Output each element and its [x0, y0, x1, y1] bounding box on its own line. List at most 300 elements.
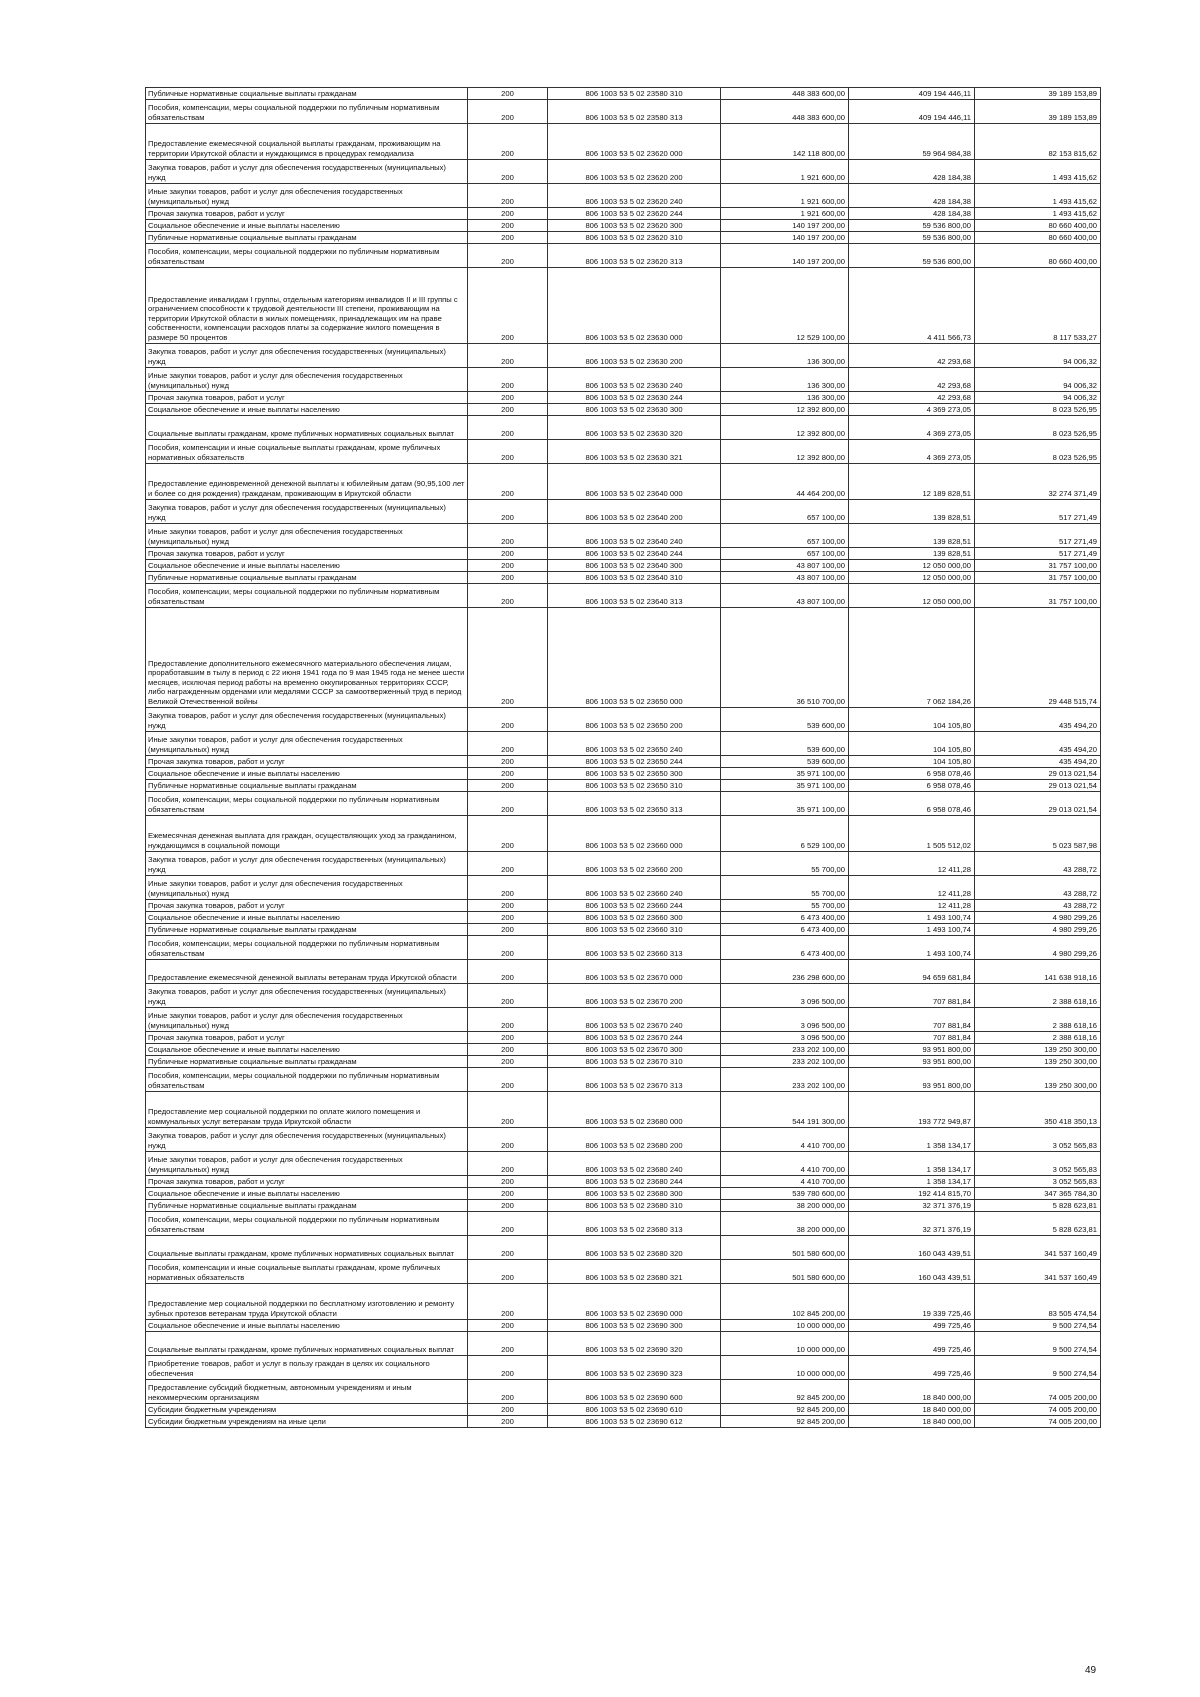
cell-budget-code: 806 1003 53 5 02 23680 313: [548, 1212, 721, 1236]
table-row: [146, 984, 1101, 1008]
cell-unexecuted: 139 250 300,00: [975, 1044, 1101, 1056]
table-row: [146, 560, 1101, 572]
table-row: [146, 816, 1101, 852]
cell-executed: 499 725,46: [849, 1356, 975, 1380]
table-row: [146, 1200, 1101, 1212]
table-row: [146, 1056, 1101, 1068]
cell-executed: 6 958 078,46: [849, 780, 975, 792]
cell-unexecuted: 435 494,20: [975, 708, 1101, 732]
cell-approved: 3 096 500,00: [721, 1032, 849, 1044]
cell-budget-code: 806 1003 53 5 02 23660 200: [548, 852, 721, 876]
cell-approved: 501 580 600,00: [721, 1236, 849, 1260]
cell-line-code: 200: [468, 344, 548, 368]
cell-budget-code: 806 1003 53 5 02 23630 240: [548, 368, 721, 392]
cell-approved: 1 921 600,00: [721, 208, 849, 220]
cell-approved: 6 473 400,00: [721, 912, 849, 924]
cell-name: Социальное обеспечение и иные выплаты населению: [146, 1320, 468, 1332]
table-row: [146, 440, 1101, 464]
cell-approved: 35 971 100,00: [721, 768, 849, 780]
cell-approved: 6 529 100,00: [721, 816, 849, 852]
cell-budget-code: 806 1003 53 5 02 23640 240: [548, 524, 721, 548]
cell-line-code: 200: [468, 732, 548, 756]
table-row: [146, 1284, 1101, 1320]
cell-budget-code: 806 1003 53 5 02 23690 000: [548, 1284, 721, 1320]
cell-executed: 499 725,46: [849, 1320, 975, 1332]
cell-executed: 59 964 984,38: [849, 124, 975, 160]
cell-unexecuted: 9 500 274,54: [975, 1356, 1101, 1380]
table-row: [146, 608, 1101, 708]
cell-line-code: 200: [468, 1092, 548, 1128]
cell-unexecuted: 5 828 623,81: [975, 1200, 1101, 1212]
cell-name: Предоставление инвалидам I группы, отдельным категориям инвалидов II и III группы с ограничением способности к трудовой деятельности III степени, проживающим на территории Иркутской области в жилых помещениях, принадлежащих им на праве собственности, компенсации расходов платы за содержание жилого помещения в размере 50 процентов: [146, 268, 468, 344]
cell-unexecuted: 31 757 100,00: [975, 584, 1101, 608]
cell-approved: 10 000 000,00: [721, 1320, 849, 1332]
cell-name: Публичные нормативные социальные выплаты гражданам: [146, 572, 468, 584]
cell-name: Пособия, компенсации, меры социальной поддержки по публичным нормативным обязательствам: [146, 792, 468, 816]
cell-unexecuted: 31 757 100,00: [975, 572, 1101, 584]
cell-approved: 44 464 200,00: [721, 464, 849, 500]
cell-name: Пособия, компенсации, меры социальной поддержки по публичным нормативным обязательствам: [146, 584, 468, 608]
cell-line-code: 200: [468, 1188, 548, 1200]
table-row: [146, 1332, 1101, 1356]
table-row: [146, 1380, 1101, 1404]
cell-executed: 94 659 681,84: [849, 960, 975, 984]
table-row: [146, 1320, 1101, 1332]
cell-line-code: 200: [468, 1212, 548, 1236]
cell-approved: 3 096 500,00: [721, 984, 849, 1008]
cell-unexecuted: 29 448 515,74: [975, 608, 1101, 708]
table-row: [146, 1260, 1101, 1284]
cell-approved: 12 392 800,00: [721, 416, 849, 440]
cell-name: Прочая закупка товаров, работ и услуг: [146, 548, 468, 560]
table-row: [146, 732, 1101, 756]
cell-approved: 4 410 700,00: [721, 1152, 849, 1176]
table-row: [146, 344, 1101, 368]
cell-budget-code: 806 1003 53 5 02 23680 000: [548, 1092, 721, 1128]
cell-executed: 12 050 000,00: [849, 572, 975, 584]
cell-line-code: 200: [468, 416, 548, 440]
cell-name: Прочая закупка товаров, работ и услуг: [146, 900, 468, 912]
table-row: [146, 912, 1101, 924]
cell-approved: 544 191 300,00: [721, 1092, 849, 1128]
cell-budget-code: 806 1003 53 5 02 23670 300: [548, 1044, 721, 1056]
cell-name: Предоставление ежемесячной денежной выплаты ветеранам труда Иркутской области: [146, 960, 468, 984]
cell-unexecuted: 94 006,32: [975, 344, 1101, 368]
cell-executed: 59 536 800,00: [849, 244, 975, 268]
cell-budget-code: 806 1003 53 5 02 23630 320: [548, 416, 721, 440]
cell-unexecuted: 74 005 200,00: [975, 1380, 1101, 1404]
cell-unexecuted: 82 153 815,62: [975, 124, 1101, 160]
cell-budget-code: 806 1003 53 5 02 23690 320: [548, 1332, 721, 1356]
cell-line-code: 200: [468, 1320, 548, 1332]
cell-unexecuted: 2 388 618,16: [975, 1032, 1101, 1044]
cell-approved: 4 410 700,00: [721, 1128, 849, 1152]
cell-budget-code: 806 1003 53 5 02 23630 321: [548, 440, 721, 464]
cell-name: Предоставление дополнительного ежемесячного материального обеспечения лицам, проработавшим в тылу в период с 22 июня 1941 года по 9 мая 1945 года не менее шести месяцев, исключая период работы на временно оккупированных территориях СССР, либо награжденным орденами или медалями СССР за самоотверженный труд в период Великой Отечественной войны: [146, 608, 468, 708]
cell-line-code: 200: [468, 244, 548, 268]
cell-executed: 4 369 273,05: [849, 416, 975, 440]
cell-name: Публичные нормативные социальные выплаты гражданам: [146, 780, 468, 792]
cell-line-code: 200: [468, 876, 548, 900]
cell-unexecuted: 8 023 526,95: [975, 404, 1101, 416]
cell-approved: 140 197 200,00: [721, 244, 849, 268]
cell-name: Закупка товаров, работ и услуг для обеспечения государственных (муниципальных) нужд: [146, 344, 468, 368]
cell-approved: 35 971 100,00: [721, 780, 849, 792]
table-row: [146, 1356, 1101, 1380]
cell-approved: 136 300,00: [721, 368, 849, 392]
cell-name: Социальные выплаты гражданам, кроме публичных нормативных социальных выплат: [146, 1236, 468, 1260]
cell-approved: 102 845 200,00: [721, 1284, 849, 1320]
cell-line-code: 200: [468, 900, 548, 912]
cell-name: Публичные нормативные социальные выплаты гражданам: [146, 1056, 468, 1068]
cell-approved: 539 600,00: [721, 756, 849, 768]
cell-approved: 35 971 100,00: [721, 792, 849, 816]
cell-budget-code: 806 1003 53 5 02 23640 310: [548, 572, 721, 584]
cell-line-code: 200: [468, 392, 548, 404]
cell-budget-code: 806 1003 53 5 02 23640 200: [548, 500, 721, 524]
cell-unexecuted: 435 494,20: [975, 756, 1101, 768]
cell-budget-code: 806 1003 53 5 02 23650 240: [548, 732, 721, 756]
cell-approved: 136 300,00: [721, 344, 849, 368]
cell-line-code: 200: [468, 1008, 548, 1032]
cell-budget-code: 806 1003 53 5 02 23640 300: [548, 560, 721, 572]
cell-name: Иные закупки товаров, работ и услуг для обеспечения государственных (муниципальных) нужд: [146, 524, 468, 548]
cell-unexecuted: 4 980 299,26: [975, 936, 1101, 960]
cell-budget-code: 806 1003 53 5 02 23650 300: [548, 768, 721, 780]
cell-executed: 428 184,38: [849, 160, 975, 184]
cell-name: Иные закупки товаров, работ и услуг для обеспечения государственных (муниципальных) нужд: [146, 184, 468, 208]
cell-unexecuted: 29 013 021,54: [975, 780, 1101, 792]
cell-name: Иные закупки товаров, работ и услуг для обеспечения государственных (муниципальных) нужд: [146, 876, 468, 900]
cell-name: Иные закупки товаров, работ и услуг для обеспечения государственных (муниципальных) нужд: [146, 368, 468, 392]
cell-executed: 93 951 800,00: [849, 1056, 975, 1068]
table-row: [146, 160, 1101, 184]
table-row: [146, 268, 1101, 344]
cell-approved: 539 600,00: [721, 732, 849, 756]
cell-budget-code: 806 1003 53 5 02 23660 240: [548, 876, 721, 900]
cell-executed: 1 358 134,17: [849, 1128, 975, 1152]
table-row: [146, 780, 1101, 792]
cell-approved: 12 392 800,00: [721, 404, 849, 416]
table-row: [146, 88, 1101, 100]
cell-executed: 104 105,80: [849, 708, 975, 732]
cell-line-code: 200: [468, 584, 548, 608]
cell-executed: 104 105,80: [849, 732, 975, 756]
cell-name: Пособия, компенсации, меры социальной поддержки по публичным нормативным обязательствам: [146, 100, 468, 124]
cell-line-code: 200: [468, 404, 548, 416]
cell-name: Приобретение товаров, работ и услуг в пользу граждан в целях их социального обеспечения: [146, 1356, 468, 1380]
table-row: [146, 1068, 1101, 1092]
cell-name: Предоставление ежемесячной социальной выплаты гражданам, проживающим на территории Иркутской области и нуждающимся в процедурах гемодиализа: [146, 124, 468, 160]
cell-approved: 55 700,00: [721, 852, 849, 876]
cell-line-code: 200: [468, 1236, 548, 1260]
cell-budget-code: 806 1003 53 5 02 23620 300: [548, 220, 721, 232]
cell-line-code: 200: [468, 1332, 548, 1356]
cell-executed: 1 358 134,17: [849, 1176, 975, 1188]
cell-executed: 6 958 078,46: [849, 792, 975, 816]
cell-approved: 233 202 100,00: [721, 1056, 849, 1068]
cell-executed: 19 339 725,46: [849, 1284, 975, 1320]
cell-executed: 707 881,84: [849, 1032, 975, 1044]
cell-approved: 539 600,00: [721, 708, 849, 732]
cell-executed: 193 772 949,87: [849, 1092, 975, 1128]
cell-budget-code: 806 1003 53 5 02 23660 244: [548, 900, 721, 912]
cell-executed: 4 369 273,05: [849, 404, 975, 416]
cell-line-code: 200: [468, 1176, 548, 1188]
cell-unexecuted: 74 005 200,00: [975, 1404, 1101, 1416]
cell-name: Социальное обеспечение и иные выплаты населению: [146, 404, 468, 416]
cell-unexecuted: 5 828 623,81: [975, 1212, 1101, 1236]
cell-name: Пособия, компенсации, меры социальной поддержки по публичным нормативным обязательствам: [146, 244, 468, 268]
cell-budget-code: 806 1003 53 5 02 23650 000: [548, 608, 721, 708]
cell-line-code: 200: [468, 160, 548, 184]
cell-line-code: 200: [468, 852, 548, 876]
cell-executed: 1 493 100,74: [849, 912, 975, 924]
cell-unexecuted: 3 052 565,83: [975, 1176, 1101, 1188]
table-row: [146, 936, 1101, 960]
cell-unexecuted: 350 418 350,13: [975, 1092, 1101, 1128]
cell-approved: 43 807 100,00: [721, 584, 849, 608]
cell-budget-code: 806 1003 53 5 02 23690 610: [548, 1404, 721, 1416]
cell-unexecuted: 435 494,20: [975, 732, 1101, 756]
cell-unexecuted: 4 980 299,26: [975, 912, 1101, 924]
cell-line-code: 200: [468, 960, 548, 984]
cell-executed: 1 493 100,74: [849, 924, 975, 936]
cell-line-code: 200: [468, 560, 548, 572]
cell-unexecuted: 31 757 100,00: [975, 560, 1101, 572]
cell-line-code: 200: [468, 1356, 548, 1380]
cell-unexecuted: 141 638 918,16: [975, 960, 1101, 984]
cell-unexecuted: 29 013 021,54: [975, 792, 1101, 816]
cell-line-code: 200: [468, 984, 548, 1008]
cell-name: Прочая закупка товаров, работ и услуг: [146, 208, 468, 220]
cell-budget-code: 806 1003 53 5 02 23680 200: [548, 1128, 721, 1152]
cell-approved: 657 100,00: [721, 548, 849, 560]
cell-name: Публичные нормативные социальные выплаты гражданам: [146, 232, 468, 244]
cell-approved: 448 383 600,00: [721, 100, 849, 124]
cell-budget-code: 806 1003 53 5 02 23650 200: [548, 708, 721, 732]
cell-line-code: 200: [468, 1284, 548, 1320]
cell-unexecuted: 341 537 160,49: [975, 1236, 1101, 1260]
cell-approved: 6 473 400,00: [721, 924, 849, 936]
cell-line-code: 200: [468, 1260, 548, 1284]
cell-executed: 93 951 800,00: [849, 1044, 975, 1056]
cell-unexecuted: 39 189 153,89: [975, 88, 1101, 100]
cell-approved: 12 529 100,00: [721, 268, 849, 344]
cell-line-code: 200: [468, 936, 548, 960]
cell-executed: 104 105,80: [849, 756, 975, 768]
cell-unexecuted: 139 250 300,00: [975, 1068, 1101, 1092]
cell-unexecuted: 1 493 415,62: [975, 160, 1101, 184]
cell-budget-code: 806 1003 53 5 02 23620 200: [548, 160, 721, 184]
cell-name: Прочая закупка товаров, работ и услуг: [146, 1032, 468, 1044]
cell-budget-code: 806 1003 53 5 02 23630 200: [548, 344, 721, 368]
cell-executed: 1 493 100,74: [849, 936, 975, 960]
cell-executed: 192 414 815,70: [849, 1188, 975, 1200]
cell-line-code: 200: [468, 524, 548, 548]
cell-unexecuted: 9 500 274,54: [975, 1320, 1101, 1332]
cell-name: Пособия, компенсации и иные социальные выплаты гражданам, кроме публичных нормативных обязательств: [146, 440, 468, 464]
cell-unexecuted: 5 023 587,98: [975, 816, 1101, 852]
cell-approved: 539 780 600,00: [721, 1188, 849, 1200]
cell-budget-code: 806 1003 53 5 02 23620 313: [548, 244, 721, 268]
cell-line-code: 200: [468, 1404, 548, 1416]
cell-executed: 12 189 828,51: [849, 464, 975, 500]
cell-approved: 12 392 800,00: [721, 440, 849, 464]
cell-line-code: 200: [468, 768, 548, 780]
cell-executed: 7 062 184,26: [849, 608, 975, 708]
cell-executed: 707 881,84: [849, 1008, 975, 1032]
cell-name: Предоставление мер социальной поддержки по бесплатному изготовлению и ремонту зубных протезов ветеранам труда Иркутской области: [146, 1284, 468, 1320]
cell-executed: 409 194 446,11: [849, 100, 975, 124]
cell-name: Предоставление мер социальной поддержки по оплате жилого помещения и коммунальных услуг ветеранам труда Иркутской области: [146, 1092, 468, 1128]
cell-name: Социальное обеспечение и иные выплаты населению: [146, 1044, 468, 1056]
cell-budget-code: 806 1003 53 5 02 23670 244: [548, 1032, 721, 1044]
table-row: [146, 232, 1101, 244]
cell-approved: 501 580 600,00: [721, 1260, 849, 1284]
cell-approved: 36 510 700,00: [721, 608, 849, 708]
cell-executed: 12 411,28: [849, 900, 975, 912]
cell-executed: 139 828,51: [849, 524, 975, 548]
budget-table: [145, 87, 1101, 1428]
cell-budget-code: 806 1003 53 5 02 23640 244: [548, 548, 721, 560]
cell-line-code: 200: [468, 440, 548, 464]
cell-line-code: 200: [468, 1128, 548, 1152]
cell-name: Закупка товаров, работ и услуг для обеспечения государственных (муниципальных) нужд: [146, 708, 468, 732]
cell-approved: 92 845 200,00: [721, 1380, 849, 1404]
table-row: [146, 876, 1101, 900]
cell-line-code: 200: [468, 232, 548, 244]
cell-unexecuted: 517 271,49: [975, 548, 1101, 560]
cell-unexecuted: 1 493 415,62: [975, 184, 1101, 208]
cell-unexecuted: 3 052 565,83: [975, 1152, 1101, 1176]
cell-line-code: 200: [468, 220, 548, 232]
cell-approved: 55 700,00: [721, 900, 849, 912]
cell-name: Ежемесячная денежная выплата для граждан, осуществляющих уход за гражданином, нуждающимся в социальной помощи: [146, 816, 468, 852]
cell-budget-code: 806 1003 53 5 02 23650 244: [548, 756, 721, 768]
cell-name: Пособия, компенсации, меры социальной поддержки по публичным нормативным обязательствам: [146, 936, 468, 960]
cell-budget-code: 806 1003 53 5 02 23690 300: [548, 1320, 721, 1332]
cell-unexecuted: 517 271,49: [975, 524, 1101, 548]
cell-name: Социальное обеспечение и иные выплаты населению: [146, 1188, 468, 1200]
cell-executed: 18 840 000,00: [849, 1416, 975, 1428]
table-row: [146, 572, 1101, 584]
cell-name: Прочая закупка товаров, работ и услуг: [146, 392, 468, 404]
table-row: [146, 960, 1101, 984]
cell-line-code: 200: [468, 1056, 548, 1068]
cell-name: Закупка товаров, работ и услуг для обеспечения государственных (муниципальных) нужд: [146, 500, 468, 524]
table-row: [146, 548, 1101, 560]
table-row: [146, 900, 1101, 912]
cell-name: Социальное обеспечение и иные выплаты населению: [146, 912, 468, 924]
table-row: [146, 756, 1101, 768]
cell-unexecuted: 8 023 526,95: [975, 440, 1101, 464]
cell-budget-code: 806 1003 53 5 02 23670 000: [548, 960, 721, 984]
cell-unexecuted: 9 500 274,54: [975, 1332, 1101, 1356]
cell-line-code: 200: [468, 1416, 548, 1428]
cell-executed: 12 050 000,00: [849, 584, 975, 608]
cell-line-code: 200: [468, 100, 548, 124]
cell-budget-code: 806 1003 53 5 02 23670 313: [548, 1068, 721, 1092]
cell-name: Субсидии бюджетным учреждениям: [146, 1404, 468, 1416]
table-row: [146, 1236, 1101, 1260]
cell-budget-code: 806 1003 53 5 02 23620 244: [548, 208, 721, 220]
cell-unexecuted: 2 388 618,16: [975, 1008, 1101, 1032]
cell-approved: 38 200 000,00: [721, 1200, 849, 1212]
cell-approved: 10 000 000,00: [721, 1332, 849, 1356]
cell-executed: 18 840 000,00: [849, 1404, 975, 1416]
cell-budget-code: 806 1003 53 5 02 23650 310: [548, 780, 721, 792]
cell-unexecuted: 80 660 400,00: [975, 220, 1101, 232]
cell-unexecuted: 29 013 021,54: [975, 768, 1101, 780]
cell-budget-code: 806 1003 53 5 02 23660 000: [548, 816, 721, 852]
table-row: [146, 584, 1101, 608]
table-row: [146, 208, 1101, 220]
cell-executed: 707 881,84: [849, 984, 975, 1008]
cell-budget-code: 806 1003 53 5 02 23620 000: [548, 124, 721, 160]
cell-name: Пособия, компенсации, меры социальной поддержки по публичным нормативным обязательствам: [146, 1068, 468, 1092]
cell-approved: 92 845 200,00: [721, 1404, 849, 1416]
cell-budget-code: 806 1003 53 5 02 23690 323: [548, 1356, 721, 1380]
cell-line-code: 200: [468, 1200, 548, 1212]
cell-line-code: 200: [468, 572, 548, 584]
cell-approved: 233 202 100,00: [721, 1044, 849, 1056]
cell-name: Публичные нормативные социальные выплаты гражданам: [146, 1200, 468, 1212]
table-row: [146, 1032, 1101, 1044]
cell-executed: 139 828,51: [849, 548, 975, 560]
cell-name: Социальное обеспечение и иные выплаты населению: [146, 220, 468, 232]
cell-unexecuted: 94 006,32: [975, 368, 1101, 392]
cell-line-code: 200: [468, 608, 548, 708]
cell-unexecuted: 341 537 160,49: [975, 1260, 1101, 1284]
cell-approved: 142 118 800,00: [721, 124, 849, 160]
cell-line-code: 200: [468, 208, 548, 220]
table-row: [146, 1152, 1101, 1176]
cell-executed: 42 293,68: [849, 392, 975, 404]
cell-budget-code: 806 1003 53 5 02 23680 321: [548, 1260, 721, 1284]
cell-budget-code: 806 1003 53 5 02 23640 313: [548, 584, 721, 608]
cell-unexecuted: 2 388 618,16: [975, 984, 1101, 1008]
cell-unexecuted: 8 117 533,27: [975, 268, 1101, 344]
cell-budget-code: 806 1003 53 5 02 23640 000: [548, 464, 721, 500]
cell-budget-code: 806 1003 53 5 02 23680 244: [548, 1176, 721, 1188]
cell-line-code: 200: [468, 756, 548, 768]
cell-approved: 233 202 100,00: [721, 1068, 849, 1092]
cell-executed: 160 043 439,51: [849, 1236, 975, 1260]
cell-approved: 10 000 000,00: [721, 1356, 849, 1380]
cell-budget-code: 806 1003 53 5 02 23620 240: [548, 184, 721, 208]
cell-budget-code: 806 1003 53 5 02 23670 310: [548, 1056, 721, 1068]
cell-name: Публичные нормативные социальные выплаты гражданам: [146, 924, 468, 936]
table-row: [146, 100, 1101, 124]
cell-budget-code: 806 1003 53 5 02 23660 310: [548, 924, 721, 936]
cell-line-code: 200: [468, 1152, 548, 1176]
table-row: [146, 500, 1101, 524]
cell-line-code: 200: [468, 1032, 548, 1044]
cell-line-code: 200: [468, 912, 548, 924]
cell-unexecuted: 80 660 400,00: [975, 232, 1101, 244]
table-row: [146, 1404, 1101, 1416]
cell-name: Социальные выплаты гражданам, кроме публичных нормативных социальных выплат: [146, 1332, 468, 1356]
table-row: [146, 524, 1101, 548]
table-row: [146, 792, 1101, 816]
cell-executed: 32 371 376,19: [849, 1212, 975, 1236]
table-row: [146, 184, 1101, 208]
table-row: [146, 392, 1101, 404]
table-row: [146, 1008, 1101, 1032]
table-row: [146, 852, 1101, 876]
cell-name: Предоставление субсидий бюджетным, автономным учреждениям и иным некоммерческим организациям: [146, 1380, 468, 1404]
